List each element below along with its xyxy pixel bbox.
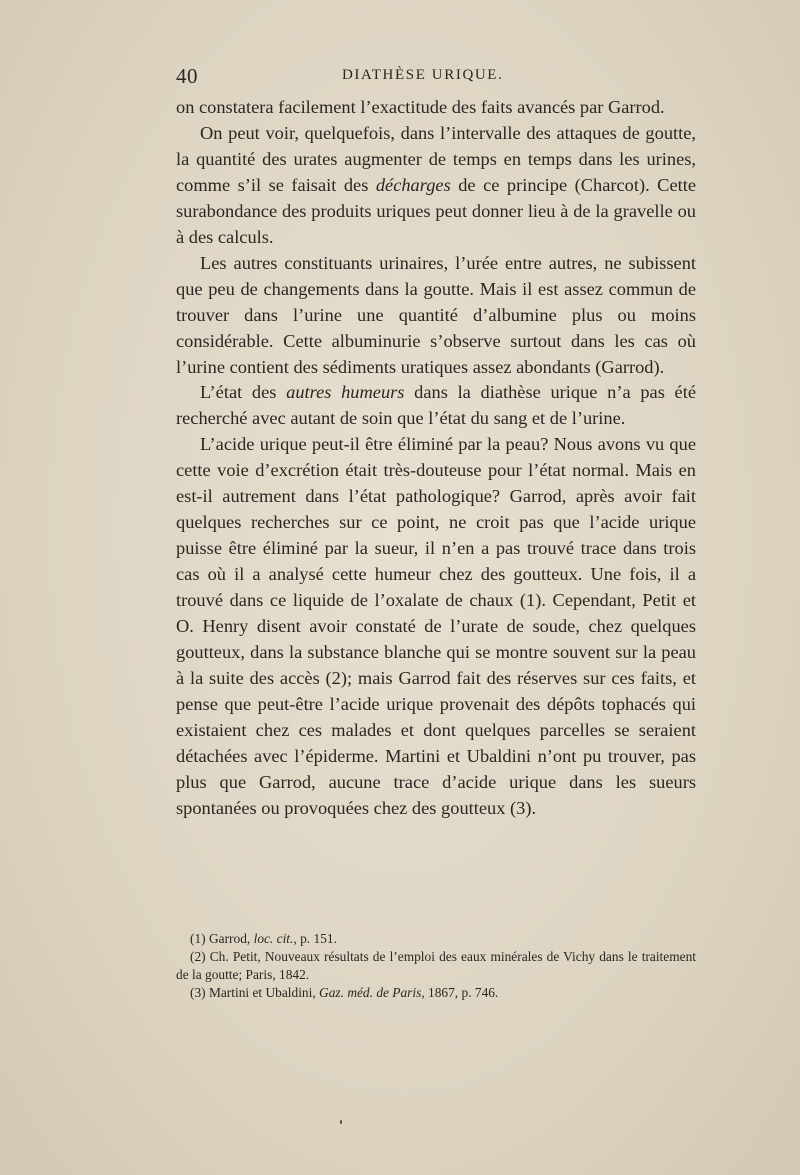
paper-speck: [340, 1120, 342, 1124]
footnote-3: [176, 984, 696, 1002]
footnotes: [176, 930, 696, 1002]
page-number: 40: [176, 64, 198, 88]
paragraph-4-text-b: dans la diathèse urique n’a pas été recherché avec autant de soin que l’état du sang et de l’urine.: [176, 382, 696, 429]
footnote-1-emphasis: loc. cit.: [253, 931, 294, 946]
footnote-3-emphasis: Gaz. méd. de Paris: [319, 985, 422, 1000]
paragraph-3-text: Les autres constituants urinaires, l’urée entre autres, ne subissent que peu de changements dans la goutte. Mais il est assez commun de trouver dans l’urine une quantité d’albumine plus ou moins considérable. Cette albuminurie s’observe surtout dans les cas où l’urine contient des sédiments uratiques assez abondants (Garrod).: [176, 252, 696, 377]
running-head: [176, 64, 696, 88]
footnote-2-text: (2) Ch. Petit, Nouveaux résultats de l’emploi des eaux minérales de Vichy dans le traitement de la goutte; Paris, 1842.: [176, 949, 696, 982]
running-title: DIATHÈSE URIQUE.: [342, 67, 504, 83]
paragraph-2-emphasis: décharges: [375, 174, 451, 195]
paragraph-2: [176, 121, 696, 251]
paragraph-2-text-b: de ce principe (Charcot). Cette surabondance des produits uriques peut donner lieu à de la gravelle ou à des calculs.: [176, 174, 696, 247]
footnote-2: [176, 948, 696, 984]
footnote-3-text-b: , 1867, p. 746.: [421, 985, 499, 1000]
paragraph-4: [176, 380, 696, 432]
paragraph-1-text: on constatera facilement l’exactitude des faits avancés par Garrod.: [176, 97, 665, 117]
paragraph-1: [176, 95, 696, 121]
paragraph-4-emphasis: autres humeurs: [286, 382, 405, 403]
paragraph-5: [176, 432, 696, 821]
paragraph-2-text-a: On peut voir, quelquefois, dans l’intervalle des attaques de goutte, la quantité des urates augmenter de temps en temps dans les urines, comme s’il se faisait des: [176, 122, 696, 195]
footnote-3-text-a: (3) Martini et Ubaldini,: [190, 985, 320, 1000]
footnote-1: [176, 930, 696, 948]
body-text: [176, 95, 696, 822]
paragraph-3: [176, 251, 696, 381]
footnote-1-text-b: , p. 151.: [293, 931, 337, 946]
paragraph-5-text: L’acide urique peut-il être éliminé par la peau? Nous avons vu que cette voie d’excrétion était très-douteuse pour l’état normal. Mais en est-il autrement dans l’état pathologique? Garrod, après avoir fait quelques recherches sur ce point, ne croit pas que l’acide urique puisse être éliminé par la sueur, il n’en a pas trouvé trace dans trois cas où il a analysé cette humeur chez des goutteux. Une fois, il a trouvé dans ce liquide de l’oxalate de chaux (1). Cependant, Petit et O. Henry disent avoir constaté de l’urate de soude, chez quelques goutteux, dans la substance blanche qui se montre souvent sur la peau à la suite des accès (2); mais Garrod fait des réserves sur ces faits, et pense que peut-être l’acide urique provenait des dépôts tophacés qui existaient chez ces malades et dont quelques parcelles se seraient détachées avec l’épiderme. Martini et Ubaldini n’ont pu trouver, pas plus que Garrod, aucune trace d’acide urique dans les sueurs spontanées ou provoquées chez des goutteux (3).: [176, 434, 696, 818]
paragraph-4-text-a: L’état des: [200, 382, 287, 403]
footnote-1-text-a: (1) Garrod,: [190, 931, 254, 946]
